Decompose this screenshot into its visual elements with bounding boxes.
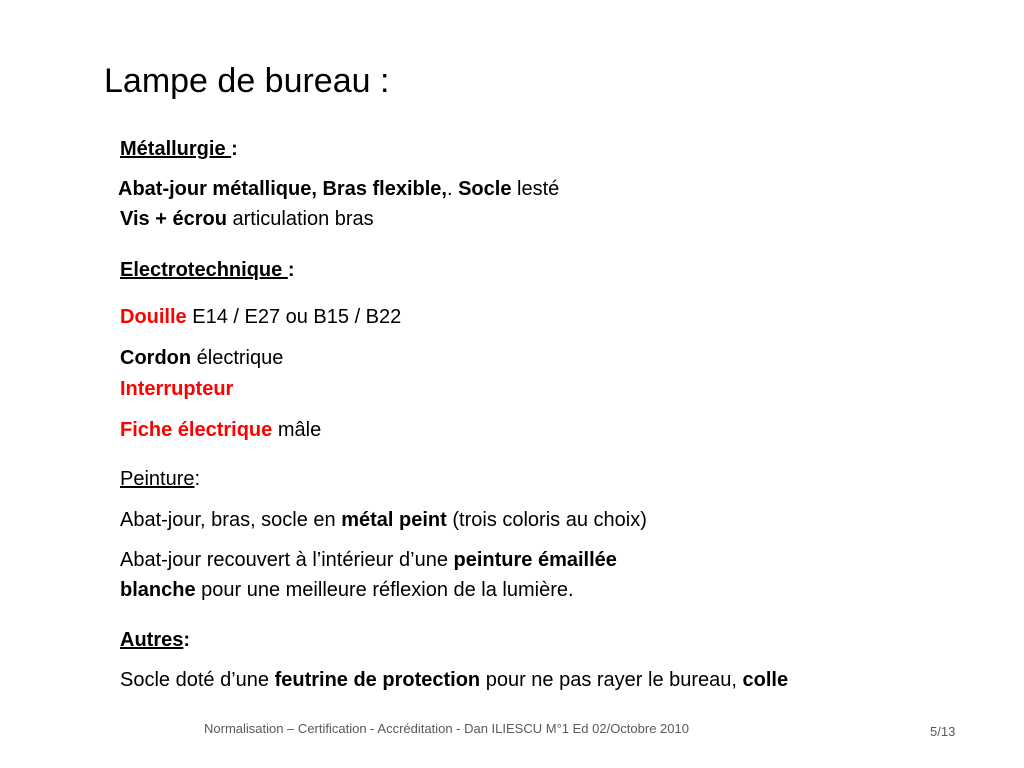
metallurgie-heading-text: Métallurgie [120, 138, 232, 160]
leste-text: lesté [511, 178, 560, 200]
autres-heading [120, 628, 190, 652]
autres-heading-colon: : [183, 629, 191, 651]
douille-label: Douille [120, 306, 187, 328]
electrotechnique-heading [120, 258, 294, 282]
metallurgie-line-2 [120, 207, 374, 231]
cordon-line [120, 346, 283, 370]
page-number: 5/13 [930, 724, 956, 739]
fiche-label: Fiche électrique [120, 419, 273, 441]
peinture-line2-text: Abat-jour recouvert à l’intérieur d’une [120, 549, 454, 571]
socle-label: Socle [458, 178, 512, 200]
slide-title: Lampe de bureau : [104, 62, 390, 100]
footer-text: Normalisation – Certification - Accréditation - Dan ILIESCU M°1 Ed 02/Octobre 2010 [204, 721, 689, 736]
interrupteur-label: Interrupteur [120, 378, 234, 400]
autres-line-1 [120, 668, 788, 692]
vis-ecrou-label: Vis + écrou [120, 208, 227, 230]
coloris-text: (trois coloris au choix) [446, 509, 647, 531]
cordon-label: Cordon [120, 347, 192, 369]
peinture-heading-colon: : [194, 468, 201, 490]
metallurgie-heading-colon: : [231, 138, 238, 160]
blanche-label: blanche [120, 579, 196, 601]
metal-peint-label: métal peint [341, 509, 447, 531]
peinture-heading-text: Peinture [120, 468, 195, 490]
autres-heading-text: Autres [120, 629, 184, 651]
separator-text: . [446, 178, 459, 200]
metallurgie-line-1 [118, 177, 559, 201]
peinture-line1-text: Abat-jour, bras, socle en [120, 509, 342, 531]
fiche-text: mâle [272, 419, 322, 441]
feutrine-label: feutrine de protection [274, 669, 481, 691]
cordon-text: électrique [191, 347, 284, 369]
articulation-text: articulation bras [226, 208, 374, 230]
colle-label: colle [742, 669, 789, 691]
electrotechnique-heading-colon: : [287, 259, 295, 281]
rayer-text: pour ne pas rayer le bureau, [480, 669, 743, 691]
douille-line [120, 305, 401, 329]
reflexion-text: pour une meilleure réflexion de la lumière. [195, 579, 574, 601]
peinture-line-3 [120, 578, 574, 602]
douille-text: E14 / E27 ou B15 / B22 [186, 306, 402, 328]
peinture-heading [120, 467, 200, 491]
peinture-line-2 [120, 548, 617, 572]
fiche-line [120, 418, 321, 442]
peinture-line-1 [120, 508, 647, 532]
abat-jour-bras-label: Abat-jour métallique, Bras flexible, [118, 178, 447, 200]
metallurgie-heading [120, 137, 238, 161]
interrupteur-line [120, 377, 233, 401]
electrotechnique-heading-text: Electrotechnique [120, 259, 288, 281]
socle-dote-text: Socle doté d’une [120, 669, 275, 691]
peinture-emaillee-label: peinture émaillée [453, 549, 617, 571]
